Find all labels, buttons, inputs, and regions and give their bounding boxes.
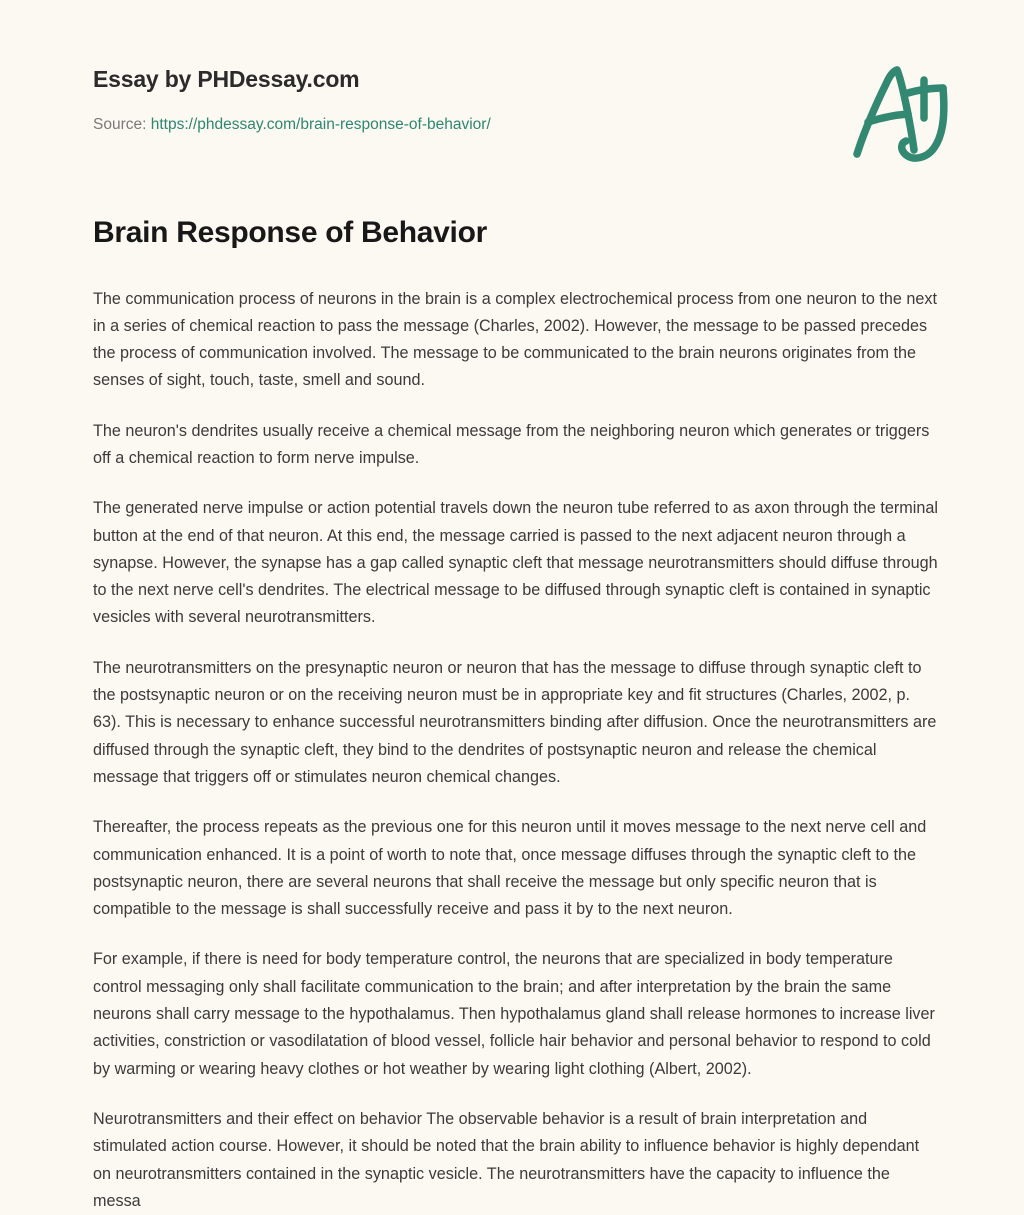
paragraph: The generated nerve impulse or action potential travels down the neuron tube referred to as axon through the terminal button at the end of that neuron. At this end, the message carried is passed to the next adjacent neuron through a synapse. However, the synapse has a gap called synaptic cleft that message neurotransmitters should diffuse through to the next nerve cell's dendrites. The electrical message to be diffused through synaptic cleft is contained in synaptic vesicles with several neurotransmitters.	[93, 495, 938, 631]
page-title: Brain Response of Behavior	[93, 214, 938, 252]
source-label: Source:	[93, 116, 146, 133]
paragraph: The neuron's dendrites usually receive a chemical message from the neighboring neuron which generates or triggers off a chemical reaction to form nerve impulse.	[93, 418, 938, 473]
aplus-logo-icon	[844, 58, 960, 168]
paragraph: Thereafter, the process repeats as the previous one for this neuron until it moves message to the next nerve cell and communication enhanced. It is a point of worth to note that, once message diffuses through the synaptic cleft to the postsynaptic neuron, there are several neurons that shall receive the message but only specific neuron that is compatible to the message is shall successfully receive and pass it by to the next neuron.	[93, 814, 938, 923]
brand-title: Essay by PHDessay.com	[93, 66, 960, 94]
article	[93, 214, 938, 1215]
paragraph: The neurotransmitters on the presynaptic neuron or neuron that has the message to diffuse through synaptic cleft to the postsynaptic neuron or on the receiving neuron must be in appropriate key and fit structures (Charles, 2002, p. 63). This is necessary to enhance successful neurotransmitters binding after diffusion. Once the neurotransmitters are diffused through the synaptic cleft, they bind to the dendrites of postsynaptic neuron and release the chemical message that triggers off or stimulates neuron chemical changes.	[93, 655, 938, 791]
paragraph: Neurotransmitters and their effect on behavior The observable behavior is a result of brain interpretation and stimulated action course. However, it should be noted that the brain ability to influence behavior is highly dependant on neurotransmitters contained in the synaptic vesicle. The neurotransmitters have the capacity to influence the messa	[93, 1106, 938, 1215]
page-header	[93, 66, 960, 176]
article-body	[93, 286, 938, 1215]
paragraph: For example, if there is need for body temperature control, the neurons that are specialized in body temperature control messaging only shall facilitate communication to the brain; and after interpretation by the brain the same neurons shall carry message to the hypothalamus. Then hypothalamus gland shall release hormones to increase liver activities, constriction or vasodilatation of blood vessel, follicle hair behavior and personal behavior to respond to cold by warming or wearing heavy clothes or hot weather by wearing light clothing (Albert, 2002).	[93, 946, 938, 1082]
paragraph: The communication process of neurons in the brain is a complex electrochemical process from one neuron to the next in a series of chemical reaction to pass the message (Charles, 2002). However, the message to be passed precedes the process of communication involved. The message to be communicated to the brain neurons originates from the senses of sight, touch, taste, smell and sound.	[93, 286, 938, 395]
source-url-link[interactable]: https://phdessay.com/brain-response-of-behavior/	[151, 116, 491, 133]
source-line	[93, 115, 960, 135]
aplus-logo-glyph	[844, 58, 960, 168]
